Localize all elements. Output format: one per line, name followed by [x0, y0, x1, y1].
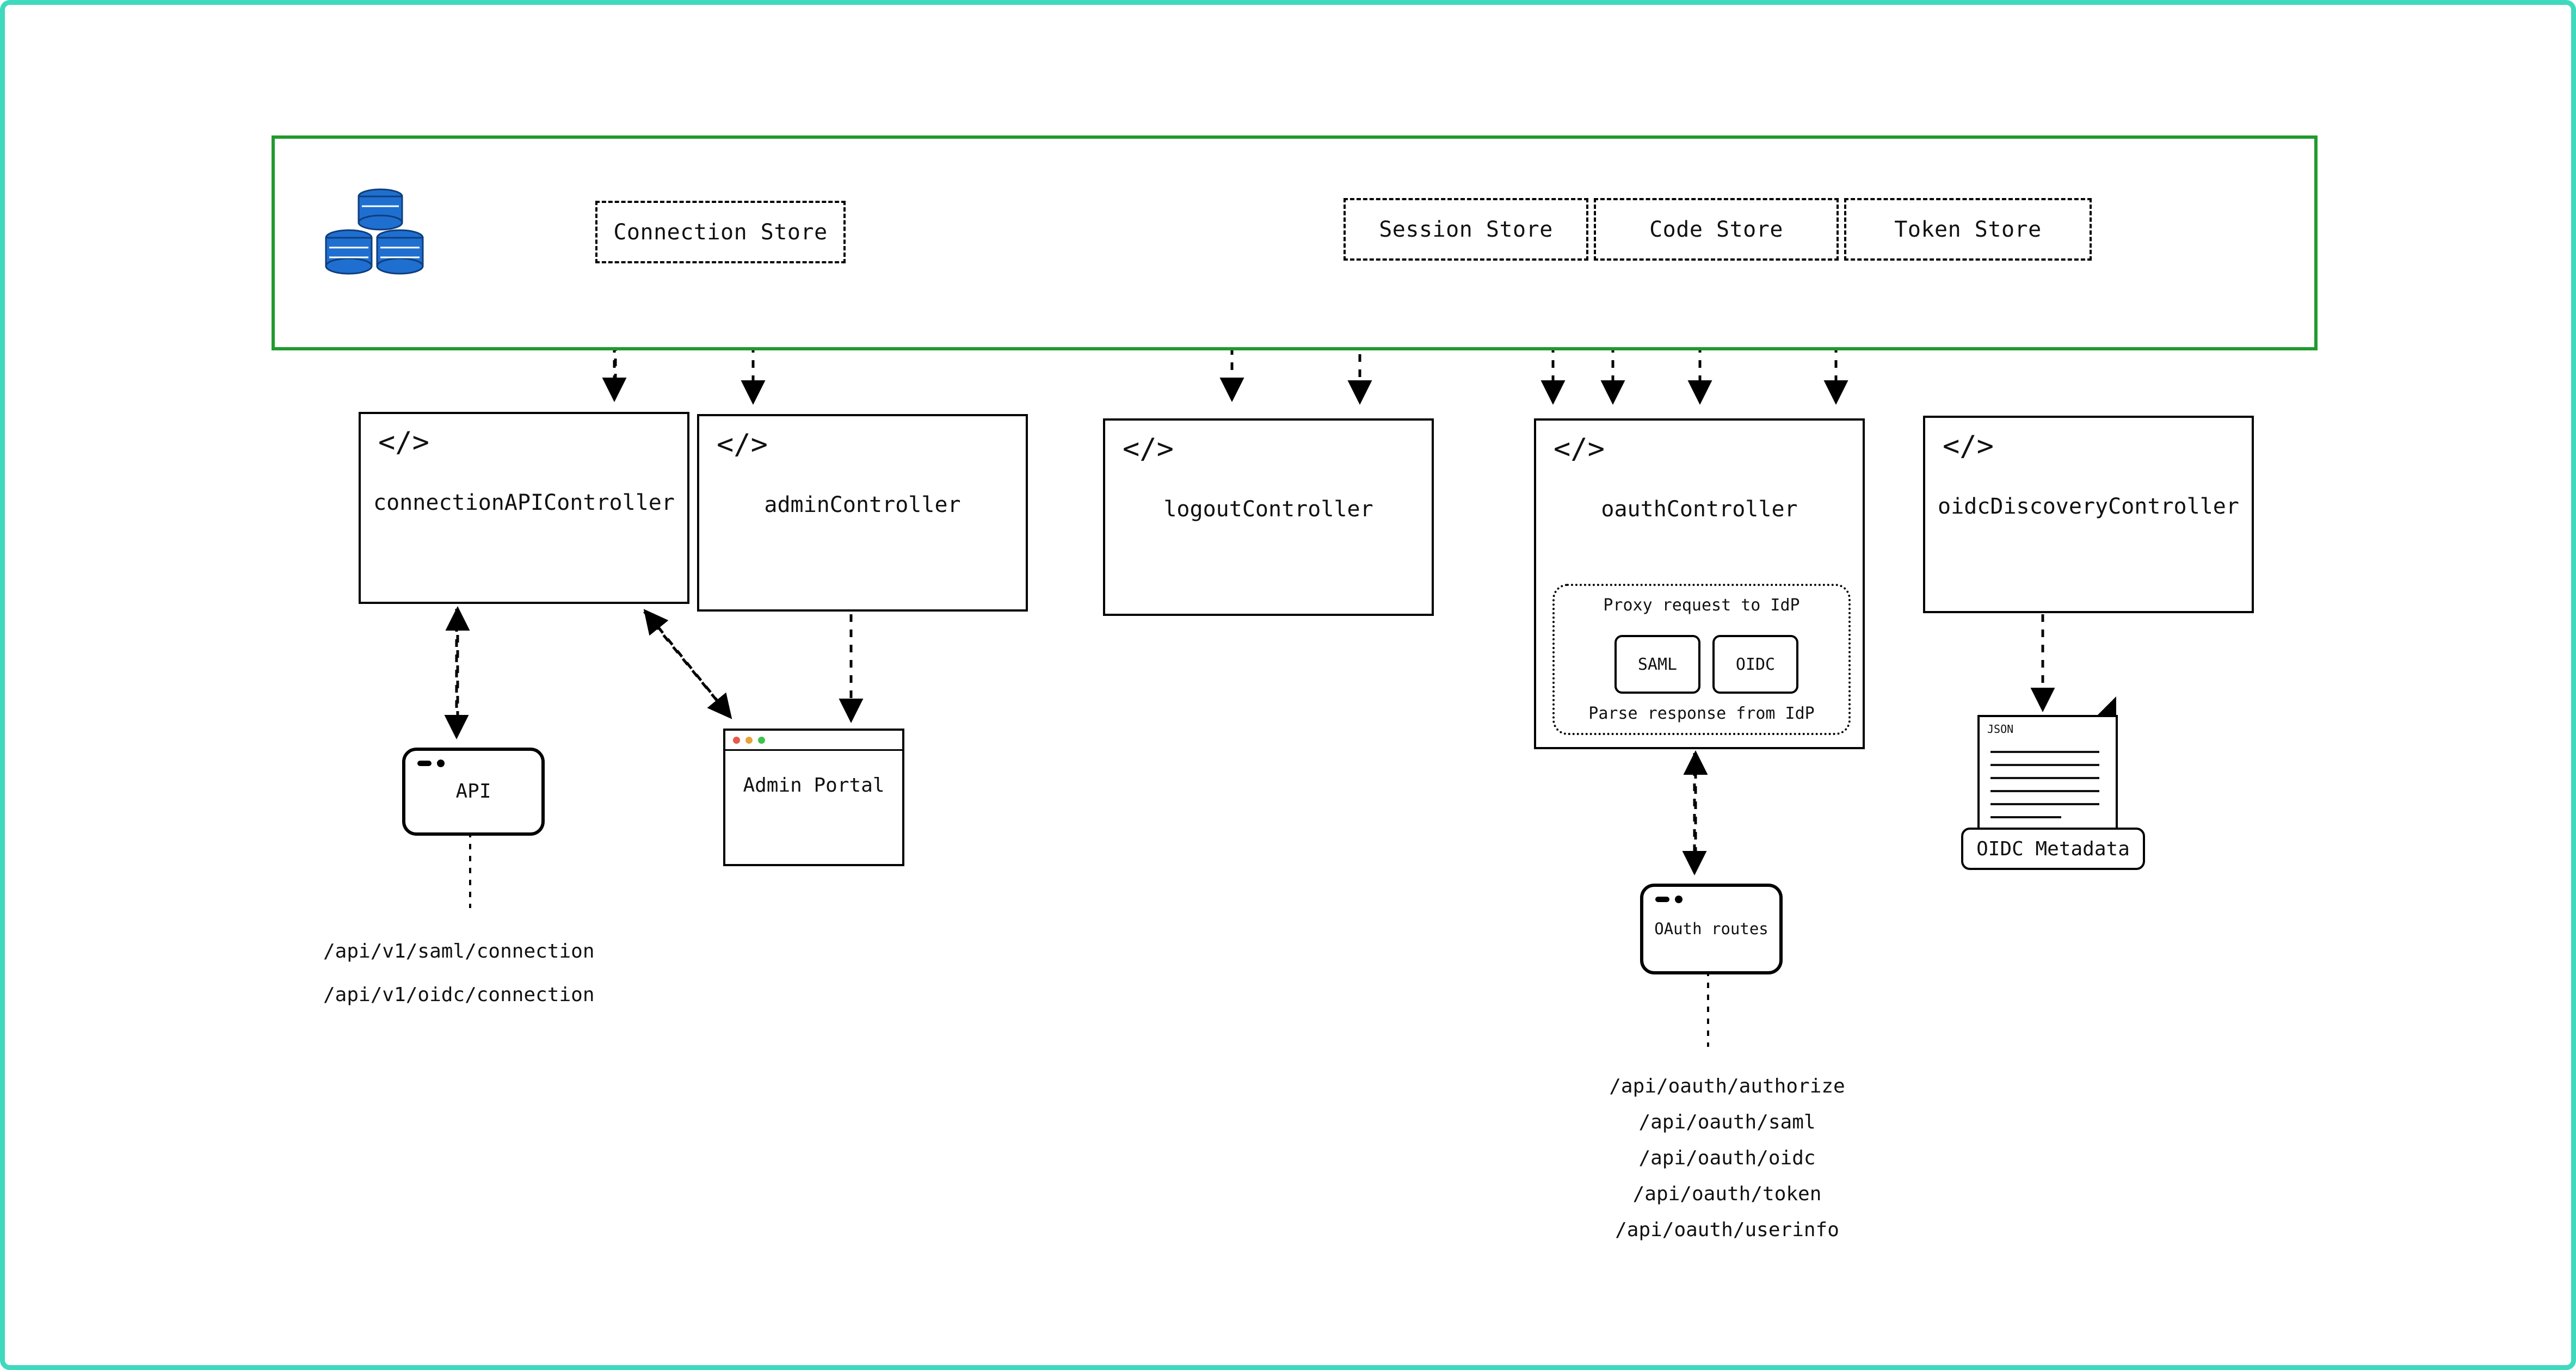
code-icon: </>	[378, 426, 429, 459]
doc-line	[1990, 751, 2099, 753]
oidc-chip[interactable]	[1712, 635, 1798, 694]
connection-routes-list	[323, 930, 595, 1017]
code-store[interactable]	[1594, 198, 1839, 261]
oidc-discovery-controller[interactable]	[1923, 416, 2254, 613]
json-tag-label: JSON	[1987, 723, 2014, 736]
maximize-dot-icon	[758, 737, 765, 744]
connection-route-item: /api/v1/oidc/connection	[323, 984, 595, 1006]
token-store[interactable]	[1844, 198, 2092, 261]
proxy-request-label: Proxy request to IdP	[1603, 596, 1800, 615]
oidc-metadata-label: OIDC Metadata	[1976, 837, 2130, 860]
connection-store-label: Connection Store	[613, 219, 828, 245]
code-icon: </>	[1123, 433, 1174, 465]
session-store[interactable]	[1344, 198, 1588, 261]
oidc-chip-label: OIDC	[1735, 655, 1776, 674]
oauth-route-item: /api/oauth/oidc	[1638, 1147, 1816, 1169]
connection-route-item: /api/v1/saml/connection	[323, 940, 595, 962]
oauth-route-item: /api/oauth/token	[1632, 1183, 1822, 1205]
saml-chip[interactable]	[1614, 635, 1700, 694]
code-store-label: Code Store	[1649, 217, 1783, 242]
session-store-label: Session Store	[1379, 217, 1553, 242]
connection-api-controller[interactable]	[359, 412, 689, 604]
device-dots-icon	[417, 760, 445, 767]
code-icon: </>	[1554, 433, 1605, 465]
page-fold-icon	[2096, 696, 2116, 717]
window-title-bar	[725, 731, 902, 751]
doc-line	[1990, 816, 2061, 818]
code-icon: </>	[717, 428, 768, 461]
device-dots-icon	[1655, 896, 1683, 903]
oauth-route-item: /api/oauth/saml	[1638, 1111, 1816, 1133]
oauth-routes-device[interactable]	[1640, 884, 1783, 974]
admin-portal-window[interactable]	[723, 729, 904, 866]
oauth-controller[interactable]	[1534, 418, 1865, 749]
logout-controller[interactable]	[1103, 418, 1434, 616]
code-icon: </>	[1943, 430, 1994, 462]
saml-chip-label: SAML	[1637, 655, 1678, 674]
admin-controller-label: adminController	[764, 492, 961, 517]
doc-line	[1990, 790, 2099, 792]
admin-controller[interactable]	[697, 414, 1028, 612]
oauth-route-item: /api/oauth/userinfo	[1615, 1219, 1839, 1241]
minimize-dot-icon	[745, 737, 753, 744]
token-store-label: Token Store	[1894, 217, 2042, 242]
api-device[interactable]	[402, 748, 545, 836]
doc-line	[1990, 764, 2099, 766]
proxy-panel	[1552, 584, 1851, 735]
parse-response-label: Parse response from IdP	[1588, 704, 1815, 723]
database-stack-icon	[315, 179, 440, 282]
oauth-routes-device-label: OAuth routes	[1654, 919, 1768, 938]
connection-store[interactable]	[595, 201, 846, 263]
doc-line	[1990, 777, 2099, 779]
oidc-metadata-caption	[1961, 828, 2145, 870]
oidc-discovery-controller-label: oidcDiscoveryController	[1938, 494, 2239, 519]
admin-portal-label: Admin Portal	[743, 774, 885, 797]
oauth-routes-list	[1583, 1069, 1871, 1248]
logout-controller-label: logoutController	[1163, 497, 1373, 522]
doc-line	[1990, 803, 2099, 805]
oauth-route-item: /api/oauth/authorize	[1609, 1075, 1845, 1097]
close-dot-icon	[733, 737, 740, 744]
connection-api-controller-label: connectionAPIController	[373, 490, 675, 515]
oauth-controller-label: oauthController	[1601, 497, 1798, 522]
api-device-label: API	[455, 780, 491, 803]
